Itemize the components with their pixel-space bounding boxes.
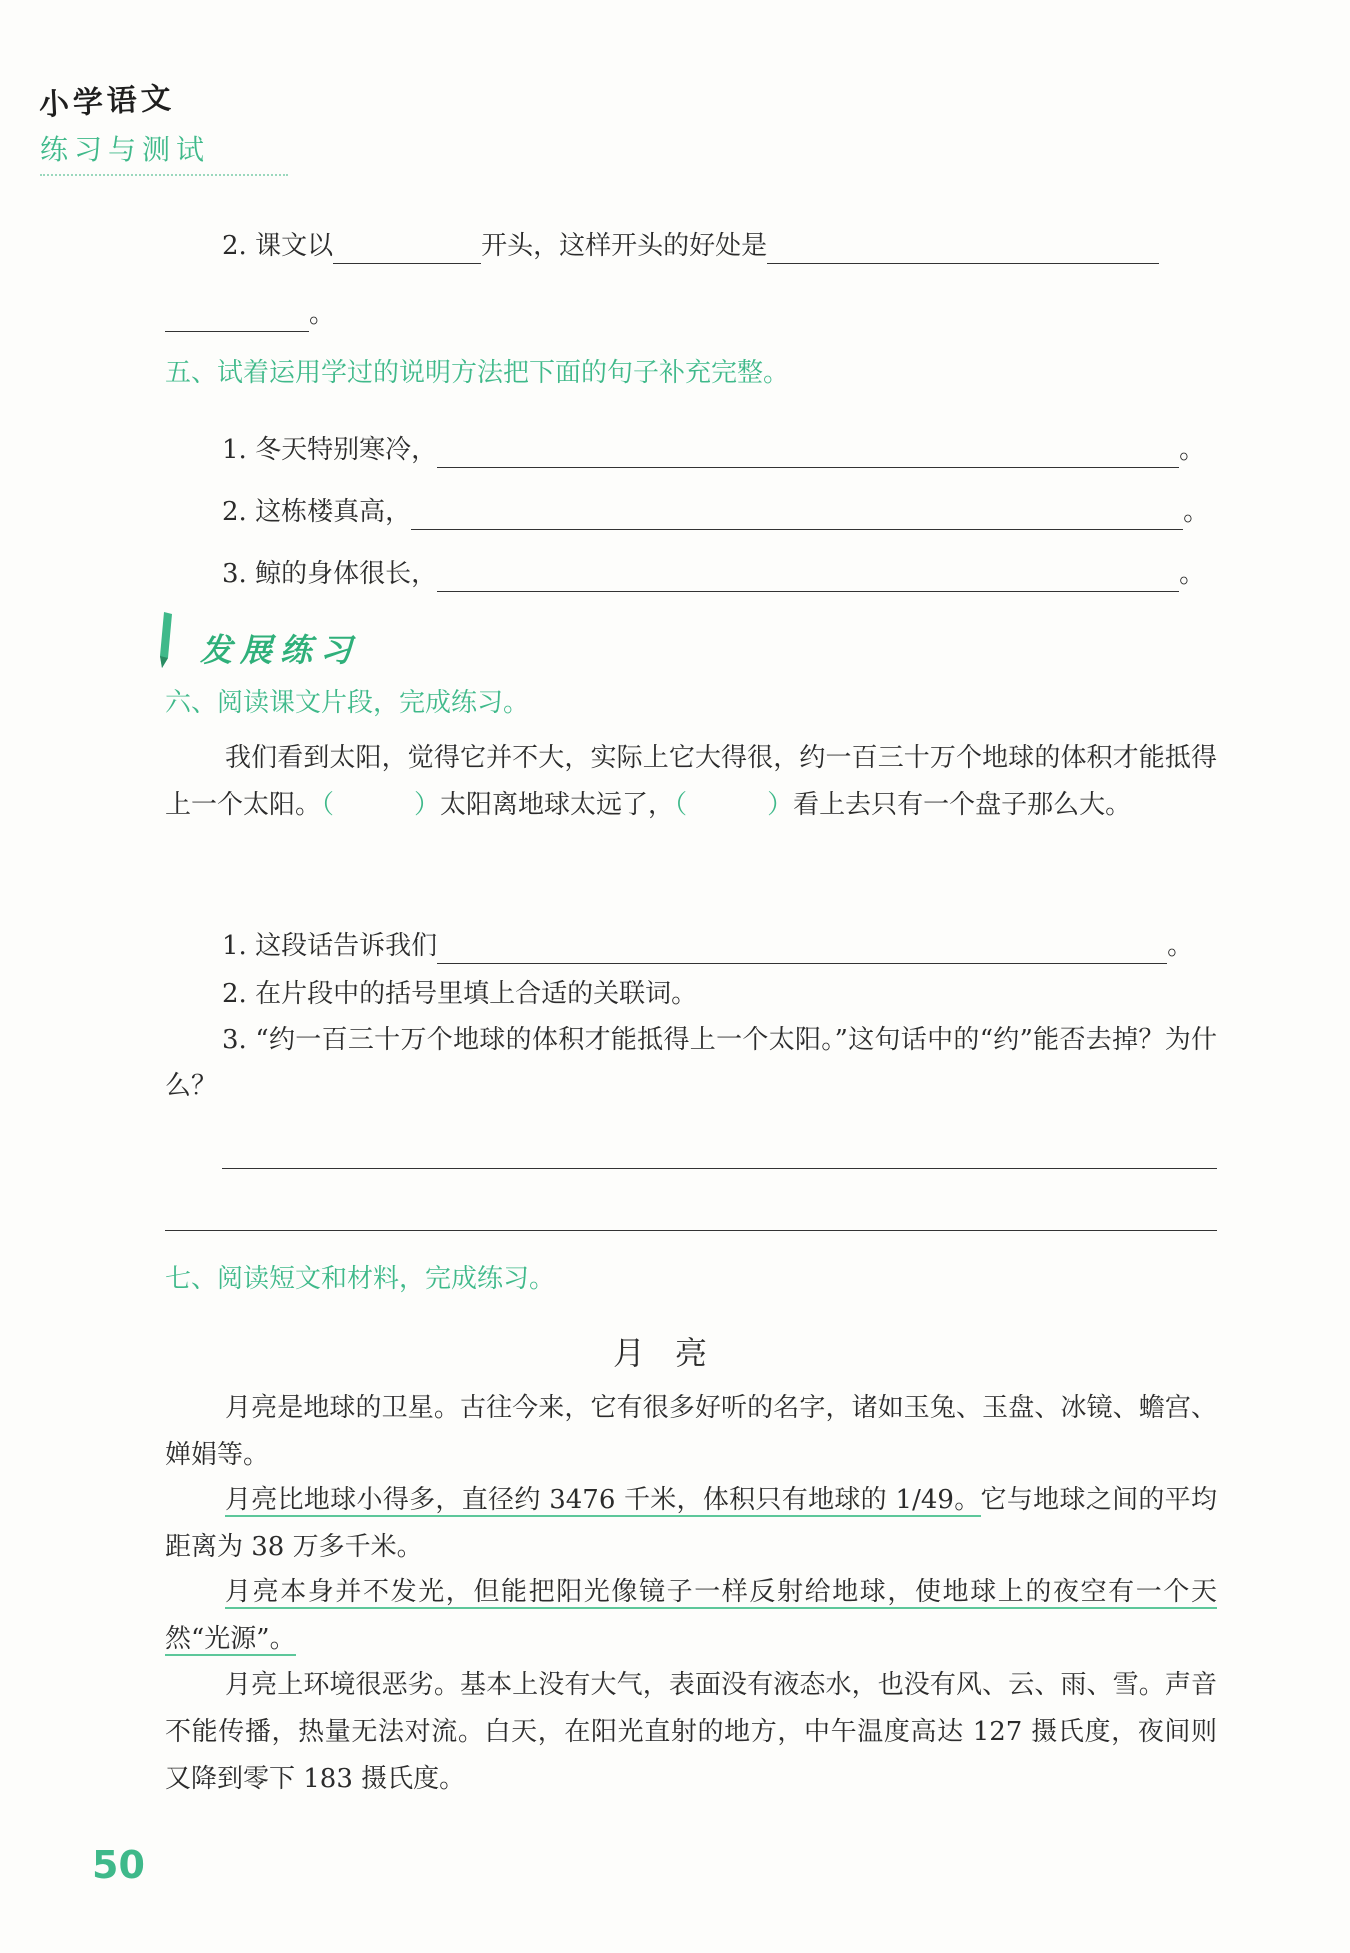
brand-subtitle: 练习与测试: [40, 128, 288, 176]
page-number: 50: [92, 1843, 145, 1887]
item-end: 。: [1183, 497, 1210, 527]
item-label: 2. 这栋楼真高，: [222, 497, 412, 527]
answer-blank[interactable]: [437, 437, 1179, 468]
passage-part-1: 我们看到太阳，觉得它并不大，实际上它大得很，约一百三十万个地球的体积才能抵得上一个太阳。: [165, 743, 1217, 820]
item-end: 。: [1179, 435, 1206, 465]
section-6-passage: [165, 735, 1217, 829]
article-paragraph-4: 月亮上环境很恶劣。基本上没有大气，表面没有液态水，也没有风、云、雨、雪。声音不能传播，热量无法对流。白天，在阳光直射的地方，中午温度高达 127 摄氏度，夜间则又降到零下 183 摄氏度。: [165, 1670, 1217, 1794]
answer-blank[interactable]: [437, 933, 1167, 964]
section-5-item: [222, 494, 1209, 530]
q1-end: 。: [1167, 931, 1194, 961]
answer-blank[interactable]: [165, 301, 309, 332]
brand-title: 小学语文: [38, 80, 176, 124]
answer-line[interactable]: [222, 1168, 1217, 1169]
pencil-icon: [150, 610, 180, 670]
item-label: 3. 鲸的身体很长，: [222, 559, 438, 589]
page-header: [40, 80, 288, 176]
answer-blank[interactable]: [411, 499, 1183, 530]
section-6-question-2: 2. 在片段中的括号里填上合适的关联词。: [222, 979, 698, 1009]
paren-close: ）: [767, 790, 794, 820]
answer-blank[interactable]: [437, 561, 1179, 592]
q4-2-prefix: 2. 课文以: [222, 231, 334, 261]
item-end: 。: [1179, 559, 1206, 589]
question-4-2-continued: [165, 296, 335, 332]
question-4-2: [222, 228, 1159, 264]
paren-open: （: [674, 790, 688, 820]
q4-2-middle: 开头，这样开头的好处是: [481, 231, 768, 261]
underlined-sentence: 月亮本身并不发光，但能把阳光像镜子一样反射给地球，使地球上的夜空有一个天然“光源”。: [165, 1577, 1217, 1654]
paragraph-text: 它与地球之间的平均距离为 38 万多千米。: [165, 1485, 1217, 1562]
section-6-question-3: 3. “约一百三十万个地球的体积才能抵得上一个太阳。”这句话中的“约”能否去掉？为什么？: [165, 1025, 1217, 1101]
answer-line[interactable]: [165, 1230, 1217, 1231]
article-title: 月亮: [612, 1334, 737, 1372]
item-label: 1. 冬天特别寒冷，: [222, 435, 438, 465]
section-7-heading: 七、阅读短文和材料，完成练习。: [165, 1264, 556, 1294]
article-paragraph-1: 月亮是地球的卫星。古往今来，它有很多好听的名字，诸如玉兔、玉盘、冰镜、蟾宫、婵娟等。: [165, 1393, 1217, 1470]
article-paragraph-2: [165, 1477, 1217, 1571]
section-5-heading: 五、试着运用学过的说明方法把下面的句子补充完整。: [165, 358, 790, 388]
q4-2-end: 。: [309, 299, 336, 329]
article-paragraph-3: [165, 1569, 1217, 1663]
passage-part-3: 看上去只有一个盘子那么大。: [793, 790, 1132, 820]
section-6-question-1: [222, 928, 1193, 964]
paren-close: ）: [414, 790, 441, 820]
underlined-sentence: 月亮比地球小得多，直径约 3476 千米，体积只有地球的 1/49。: [225, 1485, 981, 1515]
answer-blank[interactable]: [767, 233, 1159, 264]
passage-part-2: 太阳离地球太远了，: [440, 790, 675, 820]
section-6-heading: 六、阅读课文片段，完成练习。: [165, 688, 530, 718]
development-practice-title: 发展练习: [200, 631, 361, 669]
section-5-item: [222, 432, 1205, 468]
paren-open: （: [321, 790, 335, 820]
answer-blank[interactable]: [333, 233, 481, 264]
section-5-item: [222, 556, 1205, 592]
q1-text: 1. 这段话告诉我们: [222, 931, 438, 961]
